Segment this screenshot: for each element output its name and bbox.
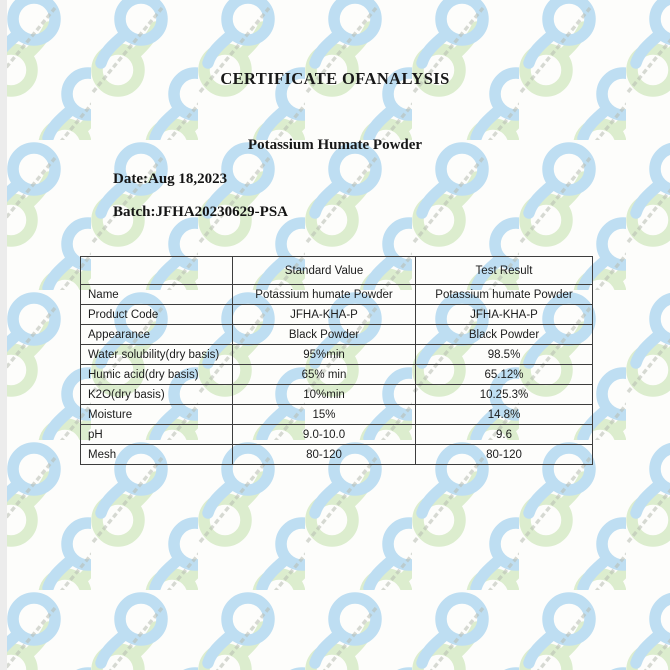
table-row: [81, 365, 593, 385]
row-value: Potassium humate Powder: [233, 285, 416, 305]
row-label: Mesh: [81, 445, 233, 465]
column-header: Standard Value: [233, 257, 416, 285]
table-header-row: [81, 257, 593, 285]
row-label: Name: [81, 285, 233, 305]
row-value: 14.8%: [416, 405, 593, 425]
row-label: Product Code: [81, 305, 233, 325]
photo-edge-strip: [0, 0, 7, 670]
row-value: 10.25.3%: [416, 385, 593, 405]
certificate-title: CERTIFICATE OFANALYSIS: [220, 69, 450, 88]
row-label: Appearance: [81, 325, 233, 345]
row-value: Potassium humate Powder: [416, 285, 593, 305]
table-row: [81, 425, 593, 445]
row-value: 95%min: [233, 345, 416, 365]
row-label: Humic acid(dry basis): [81, 365, 233, 385]
row-value: JFHA-KHA-P: [233, 305, 416, 325]
row-label: K2O(dry basis): [81, 385, 233, 405]
batch-line: Batch:JFHA20230629-PSA: [113, 204, 288, 220]
table-row: [81, 325, 593, 345]
table-row: [81, 285, 593, 305]
row-value: 9.0-10.0: [233, 425, 416, 445]
row-value: 10%min: [233, 385, 416, 405]
table-row: [81, 405, 593, 425]
column-header: Test Result: [416, 257, 593, 285]
row-value: 15%: [233, 405, 416, 425]
row-value: 80-120: [416, 445, 593, 465]
row-value: JFHA-KHA-P: [416, 305, 593, 325]
row-value: 9.6: [416, 425, 593, 445]
row-value: Black Powder: [416, 325, 593, 345]
table-row: [81, 445, 593, 465]
row-value: Black Powder: [233, 325, 416, 345]
row-label: pH: [81, 425, 233, 445]
coa-table-body: [81, 285, 593, 465]
row-value: 80-120: [233, 445, 416, 465]
row-label: Water solubility(dry basis): [81, 345, 233, 365]
row-value: 65% min: [233, 365, 416, 385]
product-title: Potassium Humate Powder: [247, 137, 423, 153]
table-row: [81, 305, 593, 325]
row-value: 65.12%: [416, 365, 593, 385]
table-row: [81, 385, 593, 405]
row-label: Moisture: [81, 405, 233, 425]
date-line: Date:Aug 18,2023: [113, 171, 228, 187]
column-header: [81, 257, 233, 285]
coa-table: [80, 256, 593, 465]
table-row: [81, 345, 593, 365]
row-value: 98.5%: [416, 345, 593, 365]
